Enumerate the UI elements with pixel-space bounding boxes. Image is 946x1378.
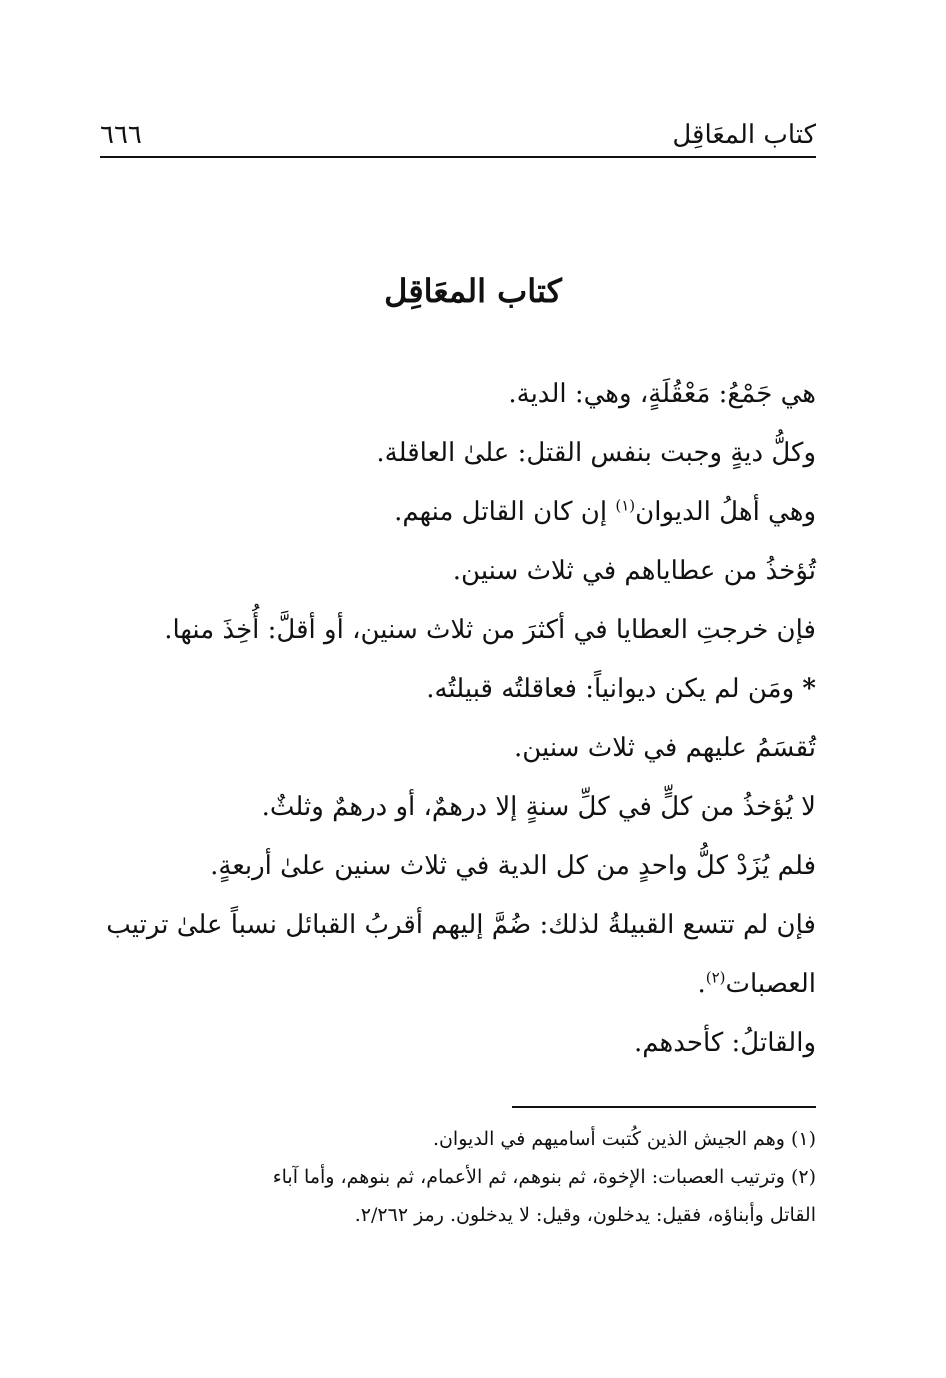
footnotes <box>100 1120 816 1234</box>
running-title: كتاب المعَاقِل <box>672 120 816 150</box>
page-header <box>100 112 816 158</box>
text-segment: العصبات <box>725 969 816 999</box>
section-star-marker: * <box>802 674 816 704</box>
footnote-ref-2: (٢) <box>705 968 726 987</box>
text-line: وكلُّ ديةٍ وجبت بنفس القتل: علىٰ العاقلة. <box>376 438 816 468</box>
text-segment: ومَن لم يكن ديوانياً: فعاقلتُه قبيلتُه. <box>426 674 803 704</box>
text-line <box>140 660 816 719</box>
text-line <box>140 955 816 1014</box>
text-line: هي جَمْعُ: مَعْقُلَةٍ، وهي: الدية. <box>508 379 816 409</box>
chapter-title: كتاب المعَاقِل <box>384 272 562 310</box>
text-segment: . <box>697 969 706 999</box>
text-line <box>140 483 816 542</box>
text-line: فلم يُزَدْ كلُّ واحدٍ من كل الدية في ثلاث سنين علىٰ أربعةٍ. <box>210 851 816 881</box>
text-line: تُؤخذُ من عطاياهم في ثلاث سنين. <box>452 556 816 586</box>
footnote-ref-1: (١) <box>615 496 636 515</box>
page-number: ٦٦٦ <box>100 120 142 150</box>
text-line: فإن خرجتِ العطايا في أكثرَ من ثلاث سنين، أو أقلَّ: أُخِذَ منها. <box>164 615 816 645</box>
main-text <box>106 365 816 1073</box>
text-line: لا يُؤخذُ من كلٍّ في كلِّ سنةٍ إلا درهمٌ، أو درهمٌ وثلثٌ. <box>261 792 816 822</box>
footnote-separator <box>512 1106 816 1108</box>
text-line: فإن لم تتسع القبيلةُ لذلك: ضُمَّ إليهم أقربُ القبائل نسباً علىٰ ترتيب <box>106 910 816 940</box>
text-line: والقاتلُ: كأحدهم. <box>633 1028 816 1058</box>
text-line: تُقسَمُ عليهم في ثلاث سنين. <box>513 733 816 763</box>
text-segment: إن كان القاتل منهم. <box>394 497 616 527</box>
footnote-2-line-1: (٢) وترتيب العصبات: الإخوة، ثم بنوهم، ثم الأعمام، ثم بنوهم، وأما آباء <box>272 1166 816 1188</box>
text-segment: وهي أهلُ الديوان <box>635 497 816 527</box>
footnote-1: (١) وهم الجيش الذين كُتبت أساميهم في الديوان. <box>432 1128 816 1150</box>
footnote-2-line-2: القاتل وأبناؤه، فقيل: يدخلون، وقيل: لا يدخلون. رمز ٢/٢٦٢. <box>354 1204 816 1226</box>
